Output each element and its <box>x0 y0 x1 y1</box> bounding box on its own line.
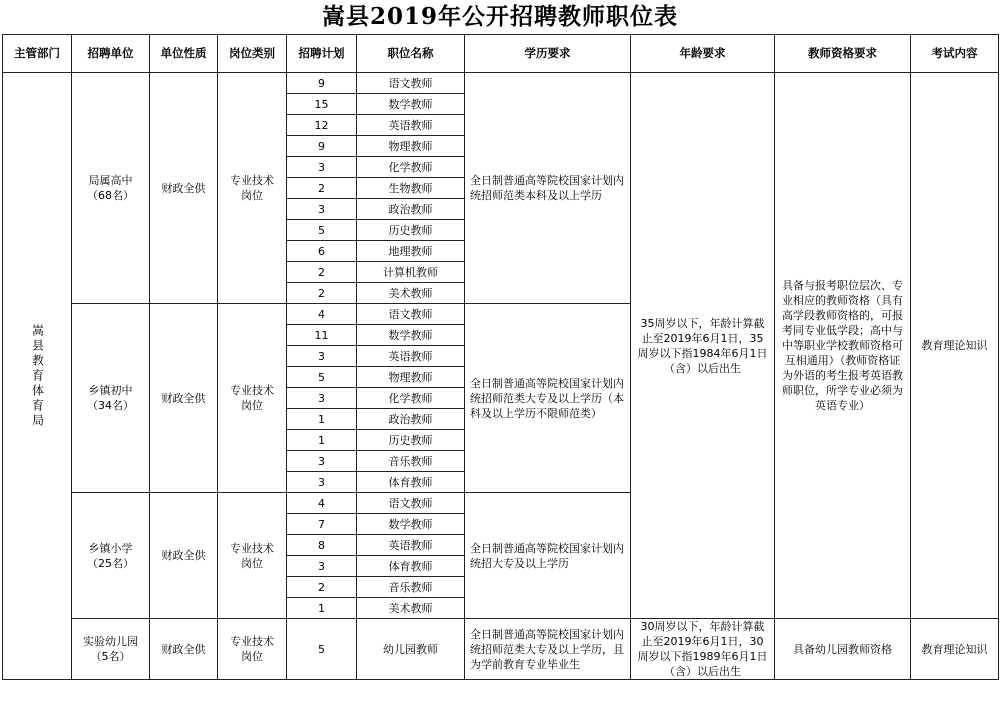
position-cell-text: 语文教师 <box>388 76 433 90</box>
position-cell <box>357 346 465 367</box>
education-cell <box>465 304 631 493</box>
plan-cell-text: 9 <box>318 76 325 90</box>
position-cell <box>357 577 465 598</box>
position-cell-text: 语文教师 <box>388 307 433 321</box>
header-education: 学历要求 <box>465 35 631 73</box>
position-cell-text: 体育教师 <box>388 475 433 489</box>
education-cell-text: 全日制普通高等院校国家计划内统招师范类大专及以上学历（本科及以上学历不限师范类） <box>470 376 624 420</box>
nature-cell-text: 财政全供 <box>161 549 206 562</box>
plan-cell-text: 5 <box>318 642 325 656</box>
education-cell <box>465 73 631 304</box>
exam-cell-kinder <box>911 619 999 680</box>
plan-cell <box>287 367 357 388</box>
category-cell <box>218 493 287 619</box>
position-cell <box>357 241 465 262</box>
nature-cell <box>150 619 218 680</box>
plan-cell <box>287 619 357 680</box>
plan-cell-text: 3 <box>318 559 325 573</box>
position-cell-text: 政治教师 <box>388 412 433 426</box>
position-cell <box>357 199 465 220</box>
category-cell-text: 专业技术 岗位 <box>230 384 274 412</box>
position-cell-text: 英语教师 <box>388 538 433 552</box>
header-category: 岗位类别 <box>218 35 287 73</box>
category-cell <box>218 619 287 680</box>
plan-cell-text: 2 <box>318 181 325 195</box>
position-cell <box>357 493 465 514</box>
plan-cell <box>287 136 357 157</box>
plan-cell-text: 4 <box>318 496 325 510</box>
position-cell-text: 物理教师 <box>388 139 433 153</box>
plan-cell <box>287 94 357 115</box>
position-cell-text: 化学教师 <box>388 391 433 405</box>
qualification-cell-text: 具备与报考职位层次、专业相应的教师资格（具有高学段教师资格的，可报考同专业低学段；高中与中等职业学校教师资格可互相通用）（教师资格证为外语的考生报考英语教师职位，所学专业必须为英语专业） <box>782 279 903 412</box>
plan-cell-text: 5 <box>318 370 325 384</box>
plan-cell-text: 1 <box>318 433 325 447</box>
position-cell-text: 语文教师 <box>388 496 433 510</box>
position-cell <box>357 535 465 556</box>
unit-cell <box>72 73 150 304</box>
position-cell-text: 历史教师 <box>388 433 433 447</box>
plan-cell <box>287 115 357 136</box>
qualification-cell <box>775 73 911 619</box>
plan-cell <box>287 262 357 283</box>
position-cell <box>357 409 465 430</box>
position-cell-text: 计算机教师 <box>383 265 438 279</box>
plan-cell <box>287 346 357 367</box>
category-cell <box>218 73 287 304</box>
plan-cell-text: 2 <box>318 580 325 594</box>
header-plan: 招聘计划 <box>287 35 357 73</box>
plan-cell <box>287 472 357 493</box>
nature-cell-text: 财政全供 <box>161 181 206 195</box>
position-cell <box>357 619 465 680</box>
position-cell <box>357 388 465 409</box>
position-cell <box>357 283 465 304</box>
unit-cell-text: 局属高中 （68名） <box>87 174 134 202</box>
position-cell <box>357 472 465 493</box>
dept-cell <box>3 73 72 680</box>
education-cell-text: 全日制普通高等院校国家计划内统招师范类本科及以上学历 <box>470 174 624 202</box>
position-cell-text: 体育教师 <box>388 559 433 573</box>
unit-cell <box>72 619 150 680</box>
position-cell <box>357 262 465 283</box>
plan-cell-text: 1 <box>318 412 325 426</box>
unit-cell-text: 乡镇小学 （25名） <box>87 541 134 570</box>
position-cell <box>357 556 465 577</box>
exam-cell-kinder-text: 教育理论知识 <box>921 642 988 656</box>
age-cell-kinder <box>631 619 775 680</box>
plan-cell <box>287 514 357 535</box>
position-cell-text: 数学教师 <box>388 517 433 531</box>
plan-cell-text: 3 <box>318 454 325 468</box>
plan-cell <box>287 199 357 220</box>
plan-cell-text: 3 <box>318 202 325 216</box>
education-cell <box>465 493 631 619</box>
plan-cell-text: 6 <box>318 244 325 258</box>
table-body <box>3 73 999 680</box>
plan-cell <box>287 73 357 94</box>
plan-cell <box>287 388 357 409</box>
position-cell <box>357 94 465 115</box>
header-exam: 考试内容 <box>911 35 999 73</box>
nature-cell <box>150 304 218 493</box>
position-cell-text: 美术教师 <box>388 601 433 615</box>
position-cell <box>357 304 465 325</box>
category-cell-text: 专业技术 岗位 <box>230 635 274 663</box>
position-cell-text: 生物教师 <box>388 181 433 195</box>
position-cell-text: 政治教师 <box>388 202 433 216</box>
unit-cell-text: 乡镇初中 （34名） <box>87 384 134 412</box>
age-cell-kinder-text: 30周岁以下，年龄计算截止至2019年6月1日，30周岁以下指1989年6月1日（含）以后出生 <box>637 620 768 678</box>
plan-cell <box>287 241 357 262</box>
dept-text: 嵩县教育体育局 <box>30 323 45 429</box>
plan-cell <box>287 598 357 619</box>
plan-cell <box>287 325 357 346</box>
unit-cell <box>72 304 150 493</box>
header-qualification: 教师资格要求 <box>775 35 911 73</box>
plan-cell-text: 3 <box>318 475 325 489</box>
position-cell <box>357 136 465 157</box>
position-cell <box>357 157 465 178</box>
header-unit: 招聘单位 <box>72 35 150 73</box>
position-cell-text: 英语教师 <box>388 118 433 132</box>
position-cell-text: 化学教师 <box>388 160 433 174</box>
age-cell <box>631 73 775 619</box>
position-cell-text: 数学教师 <box>388 97 433 111</box>
position-cell-text: 地理教师 <box>388 244 433 258</box>
plan-cell-text: 4 <box>318 307 325 321</box>
qualification-cell-kinder <box>775 619 911 680</box>
header-row <box>3 35 999 73</box>
plan-cell-text: 12 <box>314 118 329 132</box>
plan-cell <box>287 304 357 325</box>
page-title: 嵩县2019年公开招聘教师职位表 <box>321 3 678 30</box>
position-cell <box>357 430 465 451</box>
plan-cell-text: 15 <box>314 97 329 111</box>
nature-cell-text: 财政全供 <box>161 391 206 405</box>
education-cell <box>465 619 631 680</box>
education-cell-text: 全日制普通高等院校国家计划内统招师范类大专及以上学历，且为学前教育专业毕业生 <box>470 627 624 671</box>
position-cell <box>357 598 465 619</box>
exam-cell-text: 教育理论知识 <box>921 339 988 352</box>
position-cell <box>357 73 465 94</box>
plan-cell-text: 1 <box>318 601 325 615</box>
position-cell-text: 数学教师 <box>388 328 433 342</box>
header-position: 职位名称 <box>357 35 465 73</box>
position-cell <box>357 325 465 346</box>
plan-cell <box>287 556 357 577</box>
position-cell <box>357 178 465 199</box>
header-dept: 主管部门 <box>3 35 72 73</box>
position-cell-text: 历史教师 <box>388 223 433 237</box>
header-age: 年龄要求 <box>631 35 775 73</box>
unit-cell <box>72 493 150 619</box>
plan-cell <box>287 451 357 472</box>
plan-cell <box>287 283 357 304</box>
position-table <box>2 34 999 680</box>
plan-cell-text: 11 <box>314 328 329 342</box>
category-cell-text: 专业技术 岗位 <box>230 174 274 202</box>
plan-cell-text: 8 <box>318 538 325 552</box>
unit-cell-text: 实验幼儿园 （5名） <box>83 635 138 663</box>
position-cell-text: 音乐教师 <box>388 454 433 468</box>
plan-cell-text: 2 <box>318 265 325 279</box>
education-cell-text: 全日制普通高等院校国家计划内统招大专及以上学历 <box>470 541 624 570</box>
position-cell-text: 物理教师 <box>388 370 433 384</box>
plan-cell <box>287 409 357 430</box>
position-cell-text: 英语教师 <box>388 349 433 363</box>
header-nature: 单位性质 <box>150 35 218 73</box>
position-cell <box>357 367 465 388</box>
plan-cell <box>287 430 357 451</box>
plan-cell-text: 7 <box>318 517 325 531</box>
table-row <box>3 73 999 94</box>
table-row <box>3 619 999 680</box>
age-cell-text: 35周岁以下，年龄计算截止至2019年6月1日，35周岁以下指1984年6月1日（含）以后出生 <box>637 316 768 375</box>
plan-cell <box>287 220 357 241</box>
plan-cell <box>287 157 357 178</box>
nature-cell <box>150 493 218 619</box>
nature-cell <box>150 73 218 304</box>
position-cell-text: 音乐教师 <box>388 580 433 594</box>
category-cell-text: 专业技术 岗位 <box>230 541 274 570</box>
position-cell <box>357 514 465 535</box>
plan-cell-text: 2 <box>318 286 325 300</box>
position-cell <box>357 220 465 241</box>
qualification-cell-kinder-text: 具备幼儿园教师资格 <box>793 642 892 656</box>
exam-cell <box>911 73 999 619</box>
plan-cell <box>287 178 357 199</box>
plan-cell <box>287 493 357 514</box>
category-cell <box>218 304 287 493</box>
nature-cell-text: 财政全供 <box>161 642 206 656</box>
position-cell <box>357 451 465 472</box>
position-cell <box>357 115 465 136</box>
position-cell-text: 幼儿园教师 <box>383 642 438 656</box>
plan-cell-text: 9 <box>318 139 325 153</box>
position-cell-text: 美术教师 <box>388 286 433 300</box>
plan-cell-text: 3 <box>318 160 325 174</box>
plan-cell-text: 3 <box>318 391 325 405</box>
plan-cell <box>287 577 357 598</box>
plan-cell-text: 3 <box>318 349 325 363</box>
plan-cell-text: 5 <box>318 223 325 237</box>
plan-cell <box>287 535 357 556</box>
